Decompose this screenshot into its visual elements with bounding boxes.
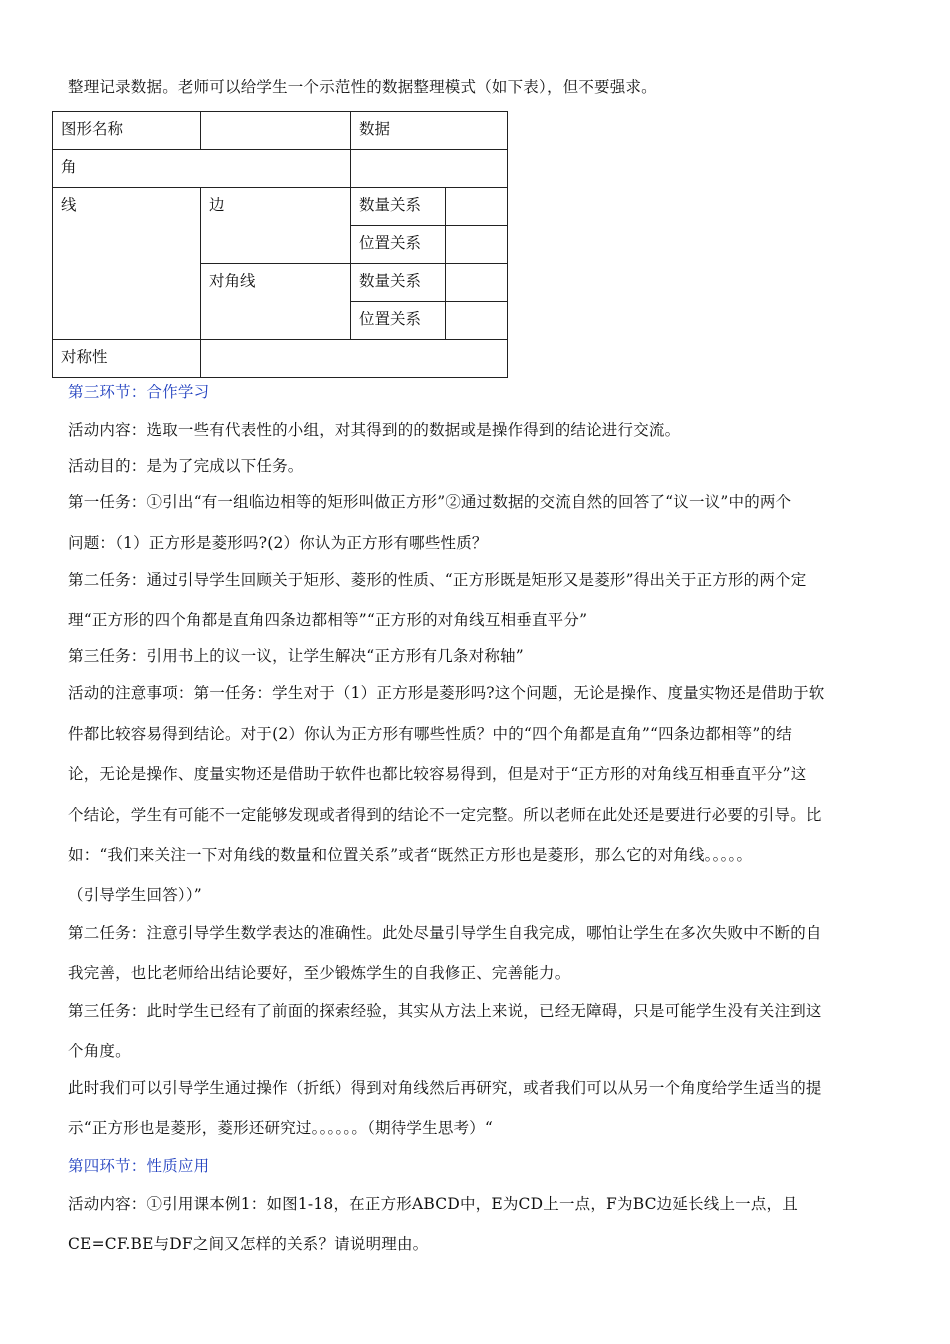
- notes3-line2: 个角度。: [68, 1042, 131, 1060]
- section3-heading: 第三环节：合作学习: [68, 383, 210, 401]
- table-cell-empty: [446, 226, 508, 264]
- section4-line1: 活动内容：①引用课本例1：如图1-18，在正方形ABCD中，E为CD上一点，F为BC边延长线上一点，且: [68, 1195, 798, 1213]
- notes3-line1: 第三任务：此时学生已经有了前面的探索经验，其实从方法上来说，已经无障碍，只是可能学生没有关注到这: [68, 1002, 822, 1020]
- table-cell-empty: [446, 188, 508, 226]
- notes-line3: 论，无论是操作、度量实物还是借助于软件也都比较容易得到，但是对于“正方形的对角线互相垂直平分”这: [68, 765, 807, 783]
- section4-heading: 第四环节：性质应用: [68, 1157, 210, 1175]
- table-cell-empty: [446, 302, 508, 340]
- table-row-symmetry-label: 对称性: [53, 340, 201, 378]
- table-row-angle-label: 角: [53, 150, 351, 188]
- table-header-data: 数据: [351, 112, 508, 150]
- task1-line1: 第一任务：①引出“有一组临边相等的矩形叫做正方形”②通过数据的交流自然的回答了“议一议”中的两个: [68, 493, 792, 511]
- table-sub-diagonal: 对角线: [201, 264, 351, 340]
- table-row-angle-value: [351, 150, 508, 188]
- notes2-line2: 我完善，也比老师给出结论要好，至少锻炼学生的自我修正、完善能力。: [68, 964, 571, 982]
- notes-line4: 个结论，学生有可能不一定能够发现或者得到的结论不一定完整。所以老师在此处还是要进行必要的引导。比: [68, 806, 822, 824]
- notes-line2: 件都比较容易得到结论。对于(2）你认为正方形有哪些性质？中的“四个角都是直角”“四条边都相等”的结: [68, 725, 792, 743]
- hint-line1: 此时我们可以引导学生通过操作（折纸）得到对角线然后再研究，或者我们可以从另一个角度给学生适当的提: [68, 1079, 822, 1097]
- table-edge-position: 位置关系: [351, 226, 446, 264]
- notes2-line1: 第二任务：注意引导学生数学表达的准确性。此处尽量引导学生自我完成，哪怕让学生在多次失败中不断的自: [68, 924, 822, 942]
- section4-line2: CE=CF.BE与DF之间又怎样的关系？请说明理由。: [68, 1235, 429, 1253]
- table-diagonal-position: 位置关系: [351, 302, 446, 340]
- table-cell-empty: [446, 264, 508, 302]
- section3-purpose: 活动目的：是为了完成以下任务。: [68, 457, 304, 475]
- section3-content: 活动内容：选取一些有代表性的小组，对其得到的的数据或是操作得到的结论进行交流。: [68, 421, 681, 439]
- table-header-blank: [201, 112, 351, 150]
- table-row-symmetry-value: [201, 340, 508, 378]
- table-header-name: 图形名称: [53, 112, 201, 150]
- notes-line1: 活动的注意事项：第一任务：学生对于（1）正方形是菱形吗?这个问题，无论是操作、度量实物还是借助于软: [68, 684, 825, 702]
- task2-line2: 理“正方形的四个角都是直角四条边都相等”“正方形的对角线互相垂直平分”: [68, 611, 588, 629]
- table-diagonal-quantity: 数量关系: [351, 264, 446, 302]
- table-edge-quantity: 数量关系: [351, 188, 446, 226]
- notes-line6: （引导学生回答））”: [68, 886, 202, 904]
- table-sub-edge: 边: [201, 188, 351, 264]
- task3-line: 第三任务：引用书上的议一议，让学生解决“正方形有几条对称轴”: [68, 647, 524, 665]
- intro-paragraph: 整理记录数据。老师可以给学生一个示范性的数据整理模式（如下表），但不要强求。: [68, 78, 657, 96]
- task1-line2: 问题：（1）正方形是菱形吗?(2）你认为正方形有哪些性质？: [68, 534, 488, 552]
- notes-line5: 如：“我们来关注一下对角线的数量和位置关系”或者“既然正方形也是菱形，那么它的对角线。。。。。: [68, 846, 753, 864]
- data-table: [52, 111, 508, 378]
- hint-line2: 示“正方形也是菱形，菱形还研究过。。。。。。（期待学生思考）“: [68, 1119, 494, 1137]
- table-row-line-label: 线: [53, 188, 201, 340]
- task2-line1: 第二任务：通过引导学生回顾关于矩形、菱形的性质、“正方形既是矩形又是菱形”得出关于正方形的两个定: [68, 571, 807, 589]
